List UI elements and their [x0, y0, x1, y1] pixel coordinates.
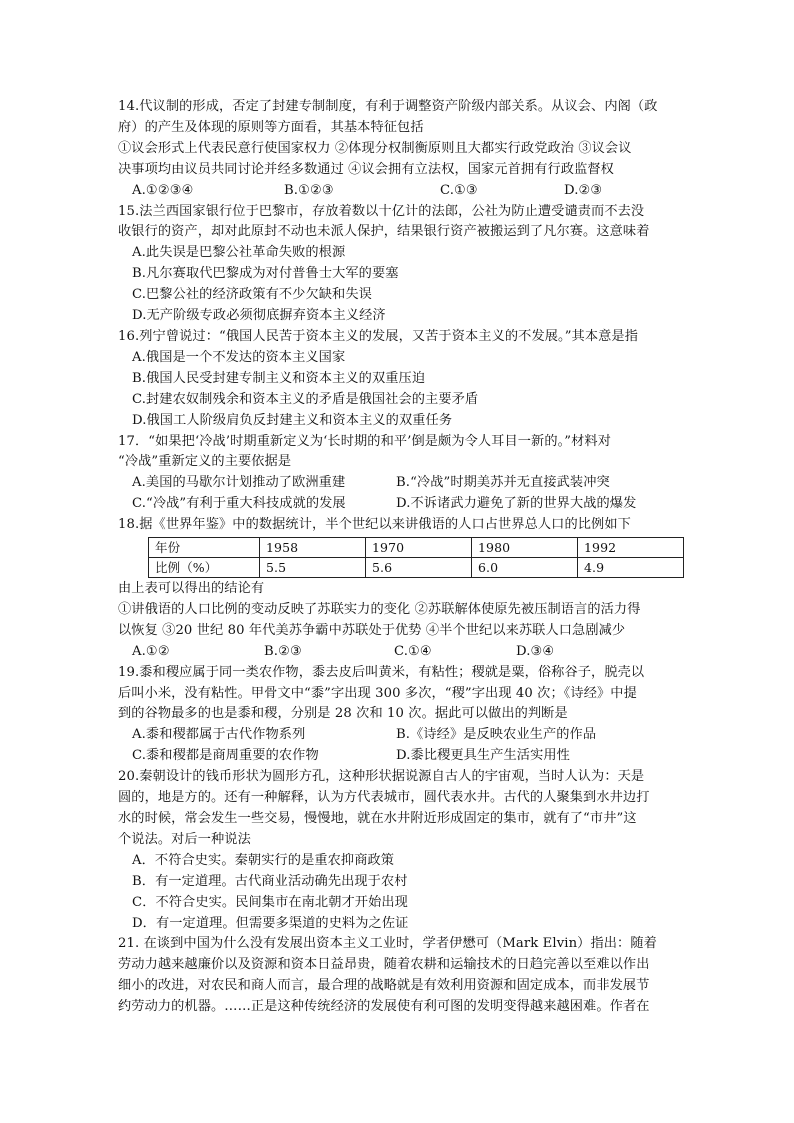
options-row [118, 642, 684, 663]
option-a[interactable]: A.俄国是一个不发达的资本主义国家 [132, 349, 346, 365]
question-stem-line: 细小的改进，对农民和商人而言，最合理的战略就是有效利用资源和固定成本，而非发展节 [118, 978, 650, 994]
table-row [149, 558, 684, 578]
question-stem-line: 圆的，地是方的。还有一种解释，认为方代表城市，圆代表水井。古代的人聚集到水井边打 [118, 790, 650, 806]
row-header-year: 年份 [149, 538, 260, 558]
question-stem-line: 后叫小米，没有粘性。甲骨文中“黍”字出现 300 多次，“稷”字出现 40 次；《诗经》中提 [118, 685, 637, 701]
question-15 [118, 202, 684, 327]
options-row [118, 494, 684, 515]
option-b[interactable]: B.①②③ [284, 182, 334, 198]
question-19 [118, 663, 684, 768]
option-b[interactable]: B．有一定道理。古代商业活动确先出现于农村 [132, 873, 408, 889]
option-d[interactable]: D.不诉诸武力避免了新的世界大战的爆发 [396, 496, 637, 512]
option-a[interactable]: A.美国的马歇尔计划推动了欧洲重建 [132, 475, 346, 491]
question-stem-line: 14.代议制的形成，否定了封建专制制度，有利于调整资产阶级内部关系。从议会、内阁（政 [118, 99, 658, 114]
options-row [118, 746, 684, 767]
option-d[interactable]: D.黍比稷更具生产生活实用性 [396, 748, 570, 764]
option-d[interactable]: D.俄国工人阶级肩负反封建主义和资本主义的双重任务 [132, 412, 453, 428]
exam-page [118, 97, 684, 1018]
row-header-ratio: 比例（%） [149, 558, 260, 578]
question-stem-line: 到的谷物最多的也是黍和稷，分别是 28 次和 10 次。据此可以做出的判断是 [118, 706, 568, 722]
option-a[interactable]: A．不符合史实。秦朝实行的是重农抑商政策 [132, 852, 395, 868]
option-b[interactable]: B.俄国人民受封建专制主义和资本主义的双重压迫 [132, 370, 426, 386]
option-c[interactable]: C.①③ [440, 182, 478, 198]
table-row [149, 538, 684, 558]
question-20 [118, 767, 684, 934]
option-c[interactable]: C.封建农奴制残余和资本主义的矛盾是俄国社会的主要矛盾 [132, 391, 479, 407]
option-c[interactable]: C.黍和稷都是商周重要的农作物 [132, 748, 319, 764]
option-d[interactable]: D.③④ [516, 643, 555, 659]
question-stem-line: 20.秦朝设计的钱币形状为圆形方孔，这种形状据说源自古人的宇宙观，当时人认为：天是 [118, 769, 645, 785]
population-ratio-table [148, 537, 684, 578]
question-16 [118, 327, 684, 432]
question-stem-line: 15.法兰西国家银行位于巴黎市，存放着数以十亿计的法郎，公社为防止遭受谴责而不去没 [118, 203, 645, 219]
option-a[interactable]: A.黍和稷都属于古代作物系列 [132, 727, 306, 743]
option-b[interactable]: B.②③ [264, 643, 302, 659]
question-stem-line: 17．“如果把‘冷战’时期重新定义为‘长时期的和平’倒是颇为令人耳目一新的。”材料对 [118, 433, 612, 449]
question-stem-line: 16.列宁曾说过：“俄国人民苦于资本主义的发展，又苦于资本主义的不发展。”其本意是指 [118, 328, 638, 344]
options-row [118, 725, 684, 746]
statement-line: ①讲俄语的人口比例的变动反映了苏联实力的变化 ②苏联解体使原先被压制语言的活力得 [118, 601, 641, 617]
option-b[interactable]: B.凡尔赛取代巴黎成为对付普鲁士大军的要塞 [132, 266, 399, 282]
question-14 [118, 97, 684, 202]
year-cell: 1970 [366, 538, 472, 558]
ratio-cell: 4.9 [578, 558, 684, 578]
question-text-line: 由上表可以得出的结论有 [118, 581, 265, 597]
question-stem-line: 府）的产生及体现的原则等方面看，其基本特征包括 [118, 119, 424, 135]
question-stem-line: 劳动力越来越廉价以及资源和资本日益昂贵，随着农耕和运输技术的日趋完善以至难以作出 [118, 957, 650, 973]
option-b[interactable]: B.《诗经》是反映农业生产的作品 [396, 727, 597, 743]
option-d[interactable]: D．有一定道理。但需要多渠道的史料为之佐证 [132, 915, 409, 931]
option-d[interactable]: D.②③ [564, 182, 603, 198]
question-stem-line: 水的时候，常会发生一些交易，慢慢地，就在水井附近形成固定的集市，就有了“市井”这 [118, 811, 637, 826]
option-c[interactable]: C.巴黎公社的经济政策有不少欠缺和失误 [132, 287, 372, 303]
question-18 [118, 515, 684, 663]
options-row [118, 181, 684, 202]
question-stem-line: “冷战”重新定义的主要依据是 [118, 454, 292, 470]
option-d[interactable]: D.无产阶级专政必须彻底摒弃资本主义经济 [132, 308, 386, 324]
ratio-cell: 5.6 [366, 558, 472, 578]
ratio-cell: 5.5 [260, 558, 366, 578]
option-c[interactable]: C.“冷战”有利于重大科技成就的发展 [132, 496, 346, 512]
question-stem-line: 约劳动力的机器。……正是这种传统经济的发展使有利可图的发明变得越来越困难。作者在 [118, 999, 650, 1015]
option-c[interactable]: C.①④ [394, 643, 432, 659]
question-stem-line: 18.据《世界年鉴》中的数据统计，半个世纪以来讲俄语的人口占世界总人口的比例如下 [118, 517, 631, 533]
question-stem-line: 21. 在谈到中国为什么没有发展出资本主义工业时，学者伊懋可（Mark Elvin）指出：随着 [118, 936, 657, 952]
year-cell: 1980 [472, 538, 578, 558]
question-17 [118, 432, 684, 516]
option-a[interactable]: A.①② [132, 643, 170, 659]
question-stem-line: 收银行的资产，却对此原封不动也未派人保护，结果银行资产被搬运到了凡尔赛。这意味着 [118, 224, 650, 240]
ratio-cell: 6.0 [472, 558, 578, 578]
statement-line: ①议会形式上代表民意行使国家权力 ②体现分权制衡原则且大都实行政党政治 ③议会议 [118, 140, 632, 156]
option-c[interactable]: C．不符合史实。民间集市在南北朝才开始出现 [132, 894, 408, 910]
options-row [118, 473, 684, 494]
statement-line: 以恢复 ③20 世纪 80 年代美苏争霸中苏联处于优势 ④半个世纪以来苏联人口急剧减少 [118, 622, 626, 638]
year-cell: 1992 [578, 538, 684, 558]
option-a[interactable]: A.此失误是巴黎公社革命失败的根源 [132, 245, 346, 261]
statement-line: 决事项均由议员共同讨论并经多数通过 ④议会拥有立法权，国家元首拥有行政监督权 [118, 161, 614, 177]
option-b[interactable]: B.“冷战”时期美苏并无直接武装冲突 [396, 475, 610, 491]
question-stem-line: 个说法。对后一种说法 [118, 831, 251, 847]
question-21 [118, 934, 684, 1018]
year-cell: 1958 [260, 538, 366, 558]
option-a[interactable]: A.①②③④ [132, 182, 194, 198]
question-stem-line: 19.黍和稷应属于同一类农作物，黍去皮后叫黄米，有粘性；稷就是粟，俗称谷子，脱壳以 [118, 664, 645, 680]
